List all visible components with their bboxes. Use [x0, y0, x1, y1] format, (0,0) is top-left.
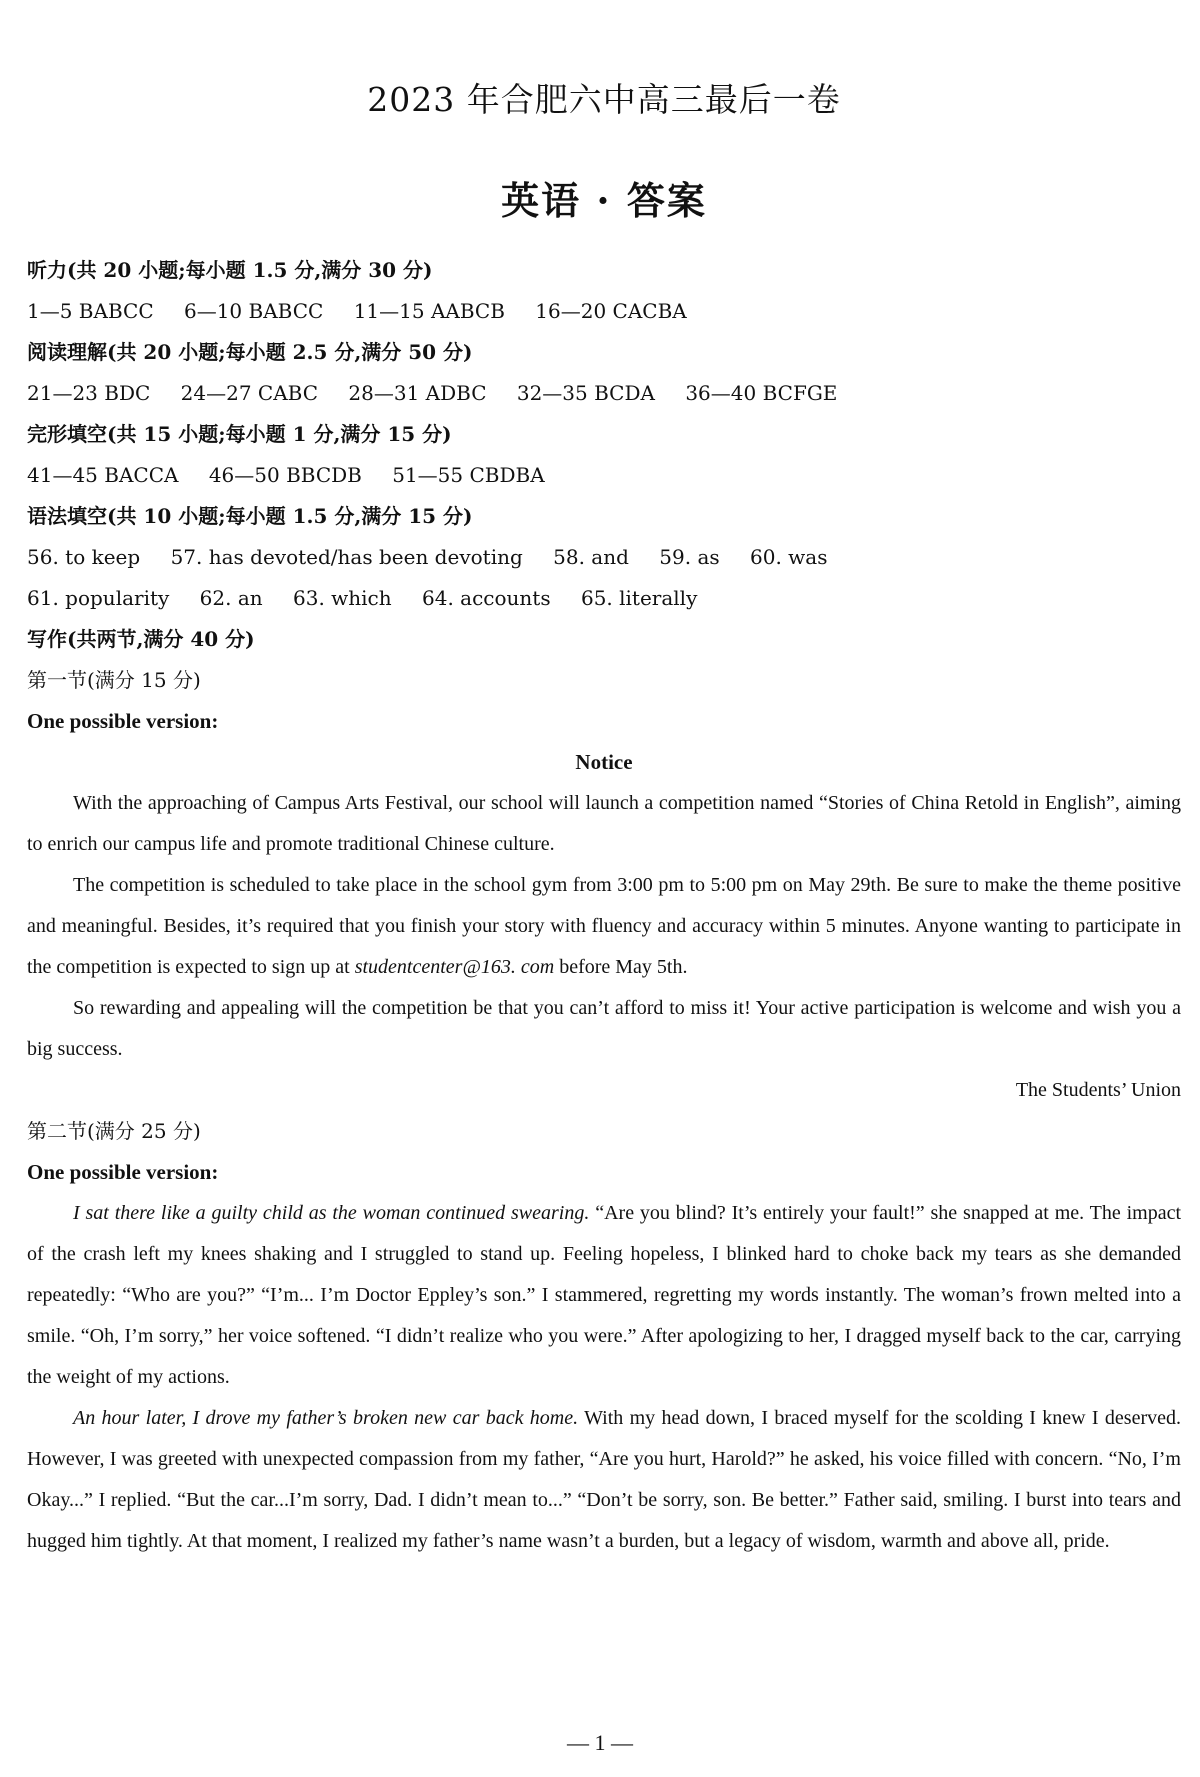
page-number: — 1 —	[567, 1730, 633, 1755]
answer-group: 16—20 CACBA	[535, 299, 687, 323]
story-paragraph-1	[27, 1193, 1181, 1398]
answer-group: 32—35 BCDA	[516, 381, 655, 405]
answer-group: 11—15 AABCB	[353, 299, 505, 323]
answer-group: 46—50 BBCDB	[208, 463, 362, 487]
answer-group: 36—40 BCFGE	[685, 381, 838, 405]
listening-answers	[27, 291, 1181, 332]
answer-group: 28—31 ADBC	[348, 381, 487, 405]
grammar-answers-row-2	[27, 578, 1181, 619]
answer-group: 21—23 BDC	[27, 381, 151, 405]
writing-part1-heading: 第一节(满分 15 分)	[27, 668, 201, 692]
answer-group: 41—45 BACCA	[27, 463, 179, 487]
page-title: 2023 年合肥六中高三最后一卷	[367, 80, 841, 119]
answer-group: 6—10 BABCC	[183, 299, 324, 323]
answer-group: 24—27 CABC	[180, 381, 319, 405]
grammar-heading: 语法填空(共 10 小题;每小题 1.5 分,满分 15 分)	[27, 504, 473, 528]
story-p1-lead: I sat there like a guilty child as the woman continued swearing.	[73, 1202, 590, 1224]
grammar-answers-row-1	[27, 537, 1181, 578]
page-subtitle: 英语 · 答案	[501, 178, 707, 223]
story-paragraph-2	[27, 1398, 1181, 1562]
reading-answers	[27, 373, 1181, 414]
writing-part2-label: One possible version:	[27, 1160, 219, 1184]
notice-signature: The Students’ Union	[1015, 1079, 1181, 1101]
listening-heading: 听力(共 20 小题;每小题 1.5 分,满分 30 分)	[27, 258, 433, 282]
story-p2-text: With my head down, I braced myself for the scolding I knew I deserved. However, I was greeted with unexpected compassion from my father, “Are you hurt, Harold?” he asked, his voice filled with concern. “No, I’m Okay...” I replied. “But the car...I’m sorry, Dad. I didn’t mean to...” “Don’t be sorry, son. Be better.” Father said, smiling. I burst into tears and hugged him tightly. At that moment, I realized my father’s name wasn’t a burden, but a legacy of wisdom, warmth and above all, pride.	[27, 1407, 1181, 1552]
answer-item: 58. and	[553, 545, 629, 569]
answer-item: 64. accounts	[422, 586, 551, 610]
notice-email: studentcenter@163. com	[354, 956, 555, 978]
answer-lines	[27, 250, 1181, 1562]
writing-part2-heading: 第二节(满分 25 分)	[27, 1119, 201, 1143]
answer-item: 65. literally	[580, 586, 698, 610]
notice-paragraph-2	[27, 865, 1181, 988]
notice-title: Notice	[575, 750, 633, 774]
writing-heading: 写作(共两节,满分 40 分)	[27, 627, 255, 651]
notice-p2-text-b: before May 5th.	[554, 956, 688, 978]
reading-heading: 阅读理解(共 20 小题;每小题 2.5 分,满分 50 分)	[27, 340, 473, 364]
answer-item: 57. has devoted/has been devoting	[170, 545, 523, 569]
story-p1-text: “Are you blind? It’s entirely your fault!” she snapped at me. The impact of the crash left my knees shaking and I struggled to stand up. Feeling hopeless, I blinked hard to choke back my tears as she demanded repeatedly: “Who are you?” “I’m... I’m Doctor Eppley’s son.” I stammered, regretting my words instantly. The woman’s frown melted into a smile. “Oh, I’m sorry,” her voice softened. “I didn’t realize who you were.” After apologizing to her, I dragged myself back to the car, carrying the weight of my actions.	[27, 1202, 1182, 1388]
answer-group: 51—55 CBDBA	[392, 463, 545, 487]
writing-part1-label: One possible version:	[27, 709, 219, 733]
story-p2-lead: An hour later, I drove my father’s broken new car back home.	[73, 1407, 579, 1429]
answer-sheet-page	[27, 0, 1181, 1562]
answer-item: 63. which	[293, 586, 392, 610]
notice-paragraph-3: So rewarding and appealing will the competition be that you can’t afford to miss it! Your active participation is welcome and wish you a big success.	[27, 997, 1181, 1060]
notice-p2-text-a: The competition is scheduled to take place in the school gym from 3:00 pm to 5:00 pm on May 29th. Be sure to make the theme positive and meaningful. Besides, it’s required that you finish your story with fluency and accuracy within 5 minutes. Anyone wanting to participate in the competition is expected to sign up at	[27, 874, 1181, 978]
cloze-heading: 完形填空(共 15 小题;每小题 1 分,满分 15 分)	[27, 422, 452, 446]
answer-group: 1—5 BABCC	[27, 299, 154, 323]
notice-paragraph-1: With the approaching of Campus Arts Festival, our school will launch a competition named “Stories of China Retold in English”, aiming to enrich our campus life and promote traditional Chinese culture.	[27, 792, 1181, 855]
answer-item: 59. as	[659, 545, 720, 569]
answer-item: 62. an	[199, 586, 263, 610]
cloze-answers	[27, 455, 1181, 496]
answer-item: 56. to keep	[27, 545, 141, 569]
answer-item: 61. popularity	[27, 586, 170, 610]
answer-item: 60. was	[750, 545, 828, 569]
